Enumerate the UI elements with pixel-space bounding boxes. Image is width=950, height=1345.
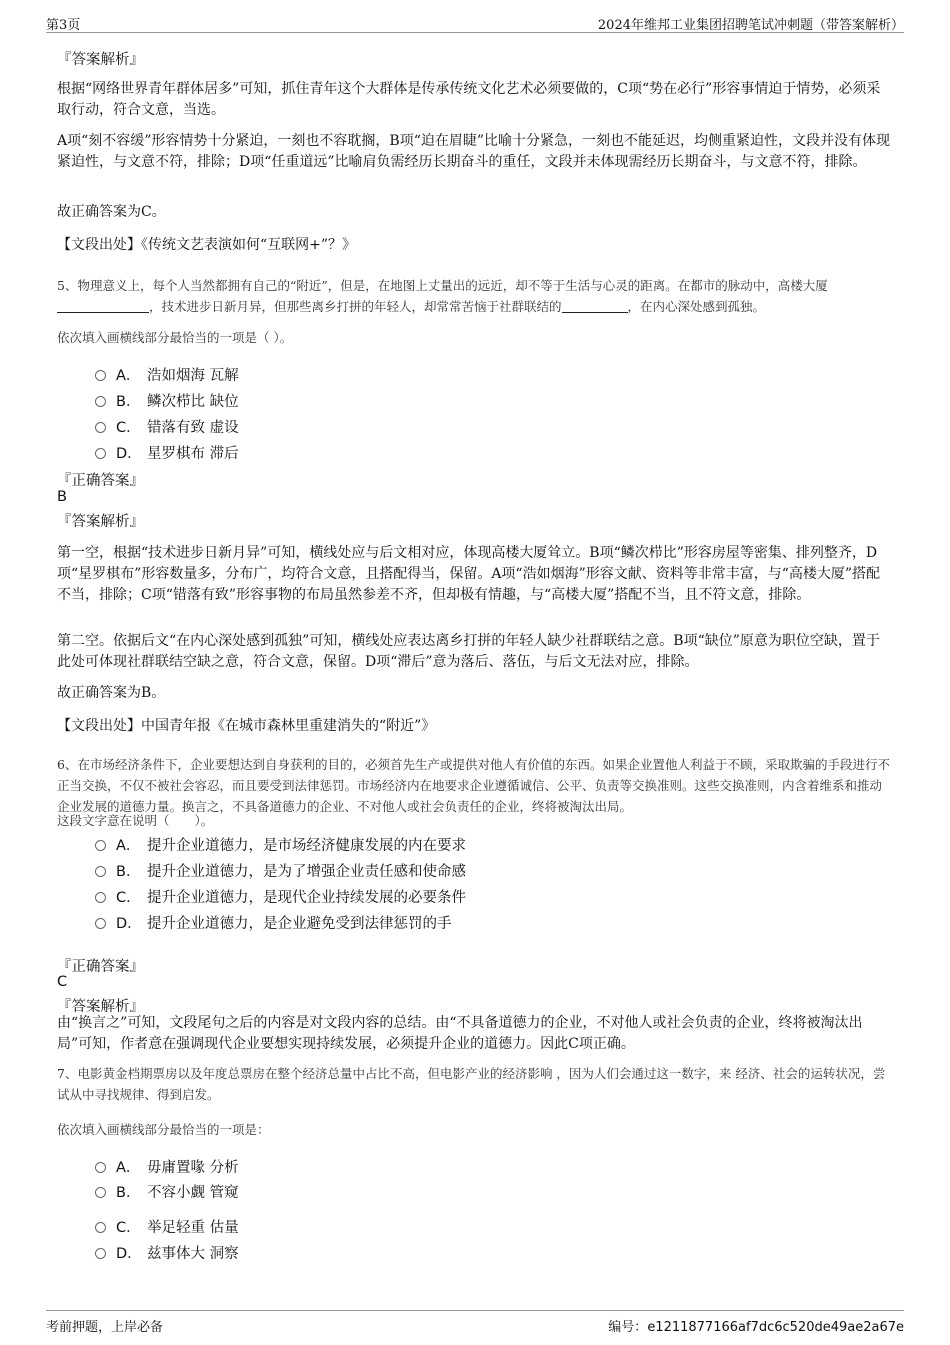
q5-prompt: 依次填入画横线部分最恰当的一项是（ ）。 [57, 330, 293, 345]
page-footer [46, 1310, 904, 1335]
q4-analysis-paragraph-2: A项“刻不容缓”形容情势十分紧迫，一刻也不容耽搁，B项“迫在眉睫”比喻十分紧急，一刻也不能延迟，均侧重紧迫性，文段并没有体现紧迫性，与文意不符，排除；D项“任重道远”比喻肩负需经历长期奋斗的重任，文段并未体现需经历长期奋斗，与文意不符，排除。 [57, 133, 891, 170]
q7-option-c[interactable]: C． 举足轻重 估量 [95, 1216, 239, 1238]
q4-analysis-paragraph-1: 根据“网络世界青年群体居多”可知，抓住青年这个大群体是传承传统文化艺术必须要做的，C项“势在必行”形容事情迫于情势，必须采取行动，符合文意，当选。 [57, 81, 881, 118]
q5-stem [57, 275, 893, 317]
document-title: 2024年维邦工业集团招聘笔试冲刺题（带答案解析） [597, 18, 904, 33]
radio-icon[interactable] [95, 396, 106, 407]
q6-analysis-paragraph-1: 由“换言之”可知，文段尾句之后的内容是对文段内容的总结。由“不具备道德力的企业，不对他人或社会负责的企业，终将被淘汰出局”可知，作者意在强调现代企业要想实现持续发展，必须提升企业的道德力。因此C项正确。 [57, 1015, 863, 1052]
q7-option-a[interactable]: A． 毋庸置喙 分析 [95, 1156, 239, 1178]
q7-option-d[interactable]: D． 兹事体大 洞察 [95, 1242, 239, 1264]
q6-answer-label: 『正确答案』 [57, 959, 144, 975]
radio-icon[interactable] [95, 1222, 106, 1233]
q5-blank-2 [562, 298, 628, 313]
q5-stem-part-2: ，技术进步日新月异，但那些离乡打拼的年轻人，却常常苦恼于社群联结的 [149, 299, 562, 314]
q6-answer: C [57, 974, 68, 990]
q5-option-a[interactable]: A． 浩如烟海 瓦解 [95, 364, 239, 386]
q5-stem-part-3: ，在内心深处感到孤独。 [627, 299, 766, 314]
q6-option-b[interactable]: B． 提升企业道德力，是为了增强企业责任感和使命感 [95, 860, 466, 882]
radio-icon[interactable] [95, 422, 106, 433]
q7-prompt: 依次填入画横线部分最恰当的一项是： [57, 1122, 270, 1137]
q6-stem: 6、在市场经济条件下，企业要想达到自身获利的目的，必须首先生产或提供对他人有价值的东西。如果企业置他人利益于不顾，采取欺骗的手段进行不正当交换，不仅不被社会容忍，而且要受到法律惩罚。市场经济内在地要求企业遵循诚信、公平、负责等交换准则。这些交换准则，内含着维系和推动企业发展的道德力量。换言之，不具备道德力的企业、不对他人或社会负责任的企业，终将被淘汰出局。 [57, 757, 890, 814]
q5-analysis-label: 『答案解析』 [57, 514, 144, 530]
radio-icon[interactable] [95, 1187, 106, 1198]
q5-option-c[interactable]: C． 错落有致 虚设 [95, 416, 239, 438]
radio-icon[interactable] [95, 840, 106, 851]
q5-stem-part-1: 5、物理意义上，每个人当然都拥有自己的“附近”，但是，在地图上丈量出的远近，却不等于生活与心灵的距离。在都市的脉动中，高楼大厦 [57, 278, 828, 293]
document-code-value: e1211877166af7dc6c520de49ae2a67e [647, 1320, 904, 1335]
q6-option-d[interactable]: D． 提升企业道德力，是企业避免受到法律惩罚的手 [95, 912, 452, 934]
q6-prompt: 这段文字意在说明（ ）。 [57, 813, 214, 828]
radio-icon[interactable] [95, 1162, 106, 1173]
q4-source: 【文段出处】《传统文艺表演如何“互联网+”？》 [57, 237, 357, 253]
radio-icon[interactable] [95, 866, 106, 877]
page-number: 第3页 [46, 18, 81, 33]
radio-icon[interactable] [95, 370, 106, 381]
q5-answer-label: 『正确答案』 [57, 473, 144, 489]
q5-answer: B [57, 489, 67, 505]
radio-icon[interactable] [95, 918, 106, 929]
document-code-label: 编号： [608, 1320, 648, 1335]
q6-analysis-label: 『答案解析』 [57, 999, 144, 1015]
page-header [46, 10, 904, 33]
footer-slogan: 考前押题，上岸必备 [46, 1320, 164, 1335]
q7-option-b[interactable]: B． 不容小觑 管窥 [95, 1181, 239, 1203]
q4-analysis-label: 『答案解析』 [57, 52, 144, 68]
q6-option-a[interactable]: A． 提升企业道德力，是市场经济健康发展的内在要求 [95, 834, 466, 856]
q5-blank-1 [57, 298, 149, 313]
radio-icon[interactable] [95, 1248, 106, 1259]
q4-conclusion: 故正确答案为C。 [57, 204, 166, 220]
q6-option-c[interactable]: C． 提升企业道德力，是现代企业持续发展的必要条件 [95, 886, 466, 908]
radio-icon[interactable] [95, 448, 106, 459]
q5-option-d[interactable]: D． 星罗棋布 滞后 [95, 442, 239, 464]
q5-option-b[interactable]: B． 鳞次栉比 缺位 [95, 390, 239, 412]
q7-stem: 7、电影黄金档期票房以及年度总票房在整个经济总量中占比不高，但电影产业的经济影响 ，因为人们会通过这一数字，来 经济、社会的运转状况，尝试从中寻找规律、得到启发。 [57, 1066, 886, 1102]
q5-analysis-paragraph-1: 第一空，根据“技术进步日新月异”可知，横线处应与后文相对应，体现高楼大厦耸立。B项“鳞次栉比”形容房屋等密集、排列整齐，D项“星罗棋布”形容数量多，分布广，均符合文意，且搭配得当，保留。A项“浩如烟海”形容文献、资料等非常丰富，与“高楼大厦”搭配不当，排除；C项“错落有致”形容事物的布局虽然参差不齐，但却极有情趣，与“高楼大厦”搭配不当，且不符文意，排除。 [57, 545, 881, 603]
q5-source: 【文段出处】中国青年报《在城市森林里重建消失的“附近”》 [57, 718, 436, 734]
document-code [608, 1316, 904, 1335]
q5-analysis-paragraph-2: 第二空。依据后文“在内心深处感到孤独”可知，横线处应表达离乡打拼的年轻人缺少社群联结之意。B项“缺位”原意为职位空缺，置于此处可体现社群联结空缺之意，符合文意，保留。D项“滞后”意为落后、落伍，与后文无法对应，排除。 [57, 633, 880, 670]
radio-icon[interactable] [95, 892, 106, 903]
q5-conclusion: 故正确答案为B。 [57, 685, 166, 701]
